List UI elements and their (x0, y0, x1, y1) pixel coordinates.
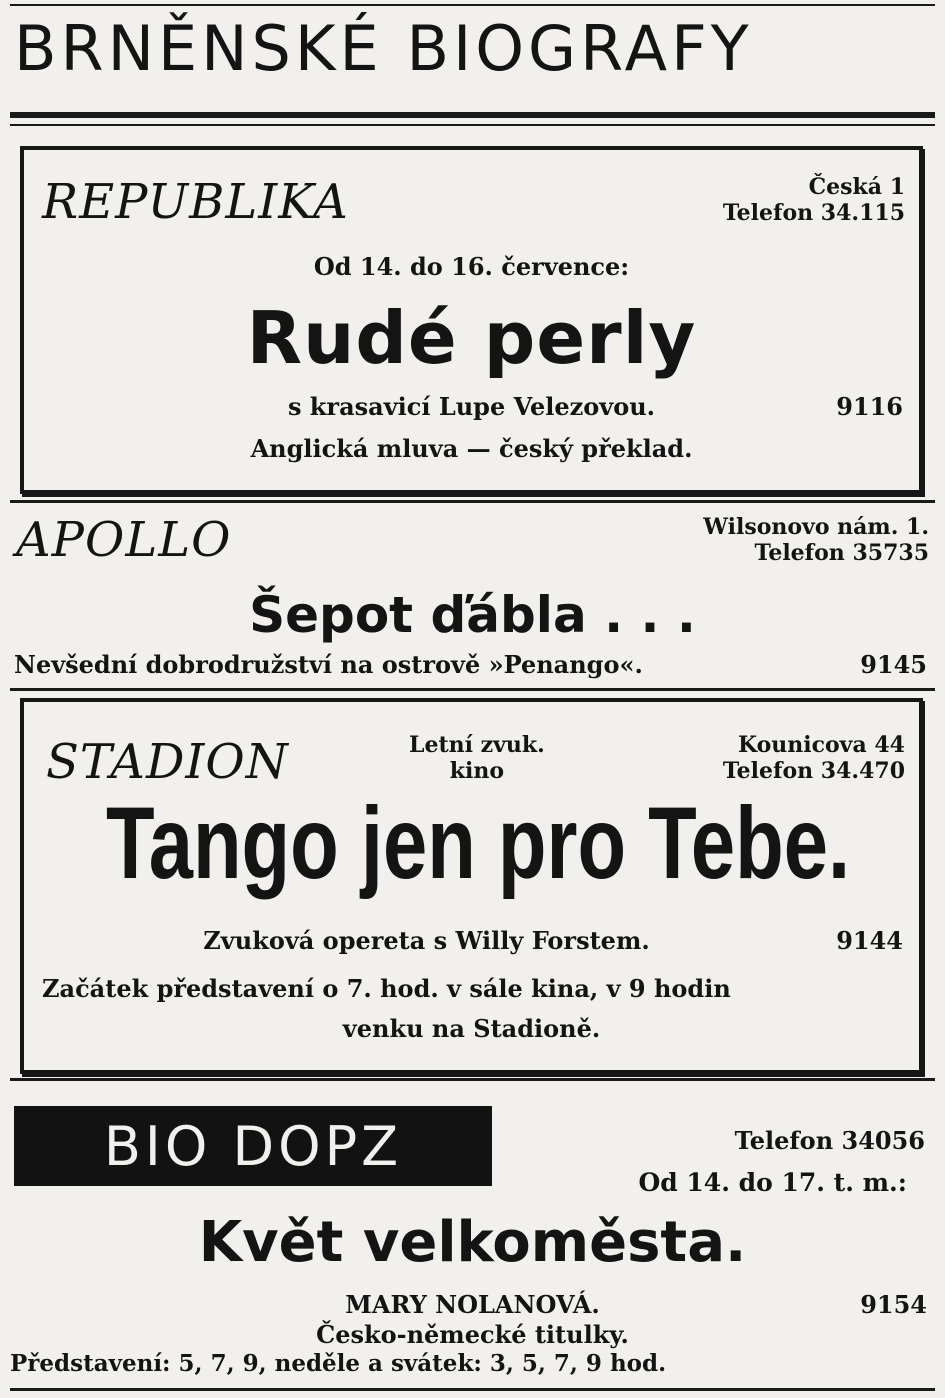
address-line: Kounicova 44 (737, 732, 905, 758)
divider (10, 500, 935, 503)
phone-line: Telefon 34.115 (722, 200, 905, 226)
divider (10, 688, 935, 691)
ad-code: 9116 (836, 392, 903, 421)
cinema-address (723, 174, 905, 226)
show-dates: Od 14. do 16. července: (313, 252, 630, 281)
header-rule (10, 112, 935, 118)
film-star: MARY NOLANOVÁ. (345, 1290, 600, 1319)
cinema-address (723, 732, 905, 784)
showtimes: Představení: 5, 7, 9, neděle a svátek: 3, 5, 7, 9 hod. (10, 1350, 667, 1377)
phone-line: Telefon 34056 (734, 1126, 925, 1155)
type-line: Letní zvuk. (409, 732, 545, 758)
ad-bio-dopz (0, 1088, 945, 1384)
showtime-note-cont: venku na Stadioně. (342, 1014, 601, 1043)
film-title: Šepot ďábla . . . (249, 586, 696, 644)
phone-line: Telefon 35735 (754, 540, 929, 566)
divider (10, 1078, 935, 1081)
subtitle-note: Česko-německé titulky. (316, 1320, 629, 1349)
cinema-name: REPUBLIKA (42, 174, 349, 230)
type-line: kino (449, 758, 505, 784)
address-line: Wilsonovo nám. 1. (703, 514, 929, 540)
film-description: s krasavicí Lupe Velezovou. (287, 392, 656, 421)
film-description: Zvuková opereta s Willy Forstem. (203, 926, 650, 955)
cinema-name: BIO DOPZ (14, 1106, 492, 1186)
header-rule-thin (10, 124, 935, 126)
cinema-name: STADION (46, 734, 289, 790)
ad-code: 9154 (860, 1290, 927, 1319)
showtime-note: Začátek představení o 7. hod. v sále kina, v 9 hodin (42, 974, 731, 1003)
ad-code: 9144 (836, 926, 903, 955)
film-title: Květ velkoměsta. (198, 1210, 747, 1275)
language-note: Anglická mluva — český překlad. (250, 434, 693, 463)
film-description: Nevšední dobrodružství na ostrově »Penango«. (14, 650, 643, 679)
ad-stadion (20, 698, 923, 1074)
ad-republika (20, 146, 923, 494)
film-title: Tango jen pro Tebe. (106, 786, 851, 900)
show-dates: Od 14. do 17. t. m.: (638, 1168, 907, 1197)
top-rule (10, 4, 935, 6)
film-title: Rudé perly (246, 296, 697, 380)
cinema-address (703, 514, 929, 566)
cinema-name: APOLLO (16, 512, 232, 568)
phone-line: Telefon 34.470 (722, 758, 905, 784)
page-title: BRNĚNSKÉ BIOGRAFY (14, 12, 753, 85)
bottom-rule (10, 1388, 935, 1391)
ad-apollo (0, 508, 945, 684)
address-line: Česká 1 (808, 174, 905, 200)
cinema-type (409, 732, 545, 784)
ad-code: 9145 (860, 650, 927, 679)
